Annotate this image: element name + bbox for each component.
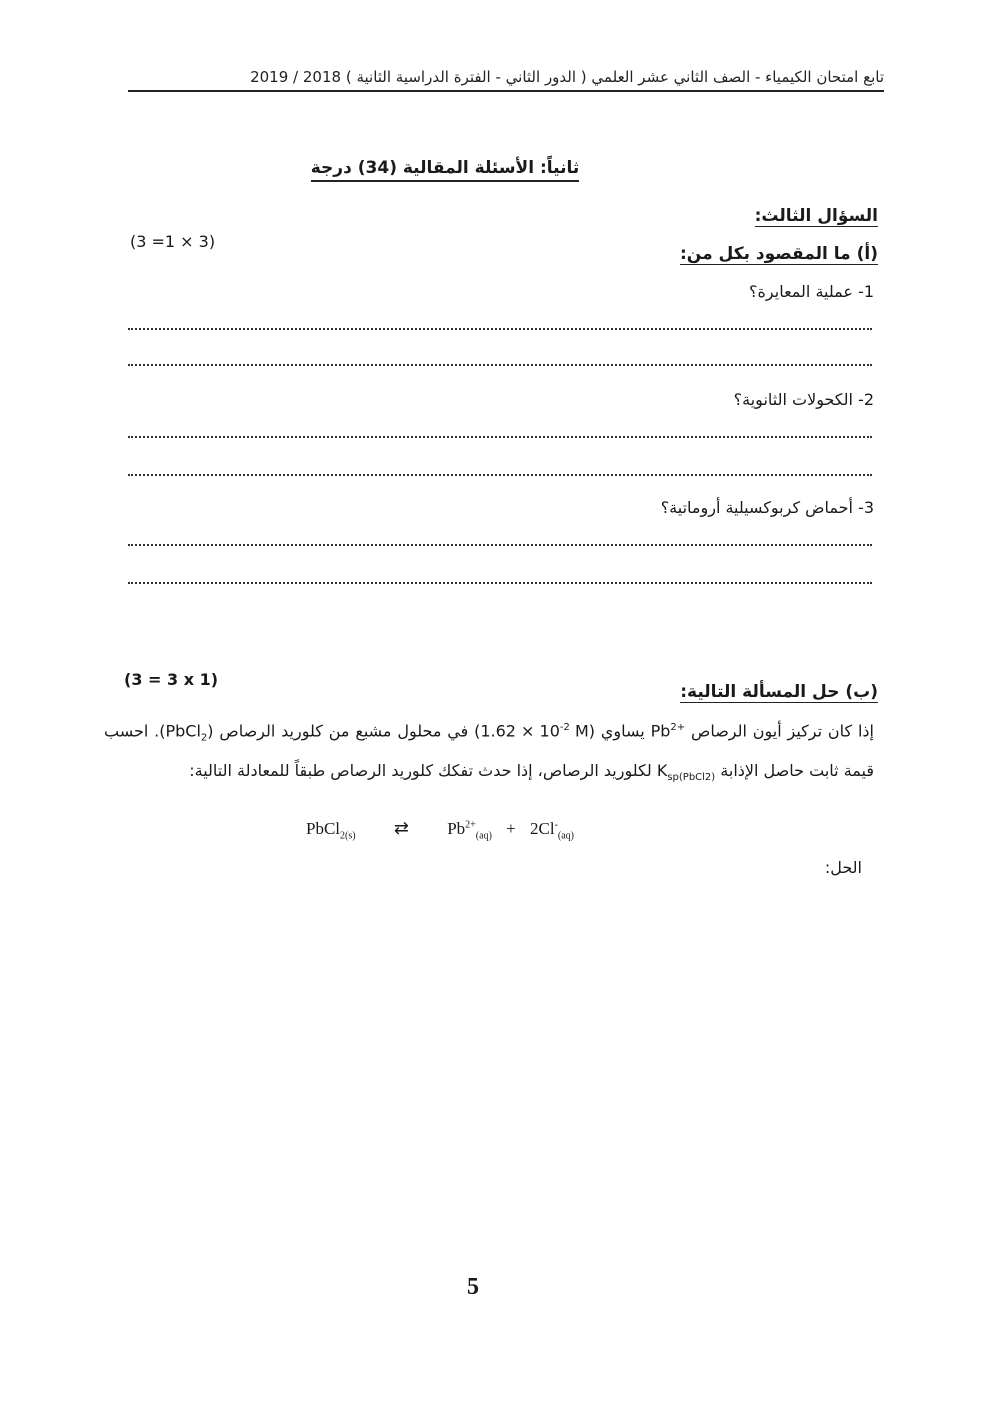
ksp-symbol [657,755,715,794]
ksp-subscript: sp(PbCl2) [667,771,716,783]
concentration-unit: M) [569,721,596,741]
answer-line[interactable] [128,364,872,366]
problem-text-2: يساوي [600,721,645,741]
concentration-value [474,712,595,747]
lead-ion-charge: 2+ [670,722,686,733]
concentration-mantissa: (1.62 × 10 [474,721,560,741]
lead-ion-symbol: Pb [650,721,671,741]
part-a-item-3: 3- أحماض كربوكسيلية أروماتية؟ [660,498,874,517]
eq-reactant: PbCl [306,819,341,838]
answer-line[interactable] [128,582,872,584]
equilibrium-arrow-icon: ⇄ [393,818,409,838]
pbcl2-subscript: 2 [200,732,208,744]
lead-ion [651,712,686,747]
answer-line[interactable] [128,544,872,546]
eq-product-2: 2Cl [530,819,555,838]
answer-line[interactable] [128,436,872,438]
eq-plus: + [506,819,516,838]
question-3-title [755,206,878,226]
part-a-item-2: 2- الكحولات الثانوية؟ [733,390,874,409]
part-b-title-text: (ب) حل المسألة التالية: [680,682,878,702]
part-b-score: (3 = 3 x 1) [124,670,219,689]
problem-statement [104,712,874,794]
ksp-letter: K [656,760,668,780]
section-title [250,158,640,178]
dissociation-equation [306,818,574,841]
answer-line[interactable] [128,474,872,476]
problem-text-3: في محلول مشبع من كلوريد الرصاص (PbCl [165,721,469,741]
part-b-title [680,682,878,702]
part-a-item-1: 1- عملية المعايرة؟ [749,282,874,301]
page-header: تابع امتحان الكيمياء - الصف الثاني عشر العلمي ( الدور الثاني - الفترة الدراسية الثانية ) 2018 / 2019 [128,68,884,92]
eq-product-1-state: (aq) [475,830,492,842]
solution-label: الحل: [824,858,862,877]
answer-line[interactable] [128,328,872,330]
eq-reactant-state: 2(s) [340,830,356,842]
eq-product-1: Pb [447,819,466,838]
part-a-score: (3 =1 × 3) [130,232,216,251]
concentration-exponent: -2 [559,722,570,733]
question-3-title-text: السؤال الثالث: [754,206,878,226]
eq-product-2-state: (aq) [557,830,575,842]
eq-product-2-charge: - [554,819,558,831]
part-a-title-text: (أ) ما المقصود بكل من: [680,244,878,264]
problem-text-5: لكلوريد الرصاص، إذا حدث تفكك كلوريد الرصاص طبقاً للمعادلة التالية: [189,760,652,780]
section-title-text: ثانياً: الأسئلة المقالية (34) درجة [311,158,579,182]
problem-text-4: ). احسب قيمة ثابت حاصل الإذابة [104,721,874,780]
part-a-title [680,244,878,264]
eq-product-1-charge: 2+ [465,819,476,831]
page-number: 5 [467,1274,479,1300]
problem-text-1: إذا كان تركيز أيون الرصاص [690,721,874,741]
